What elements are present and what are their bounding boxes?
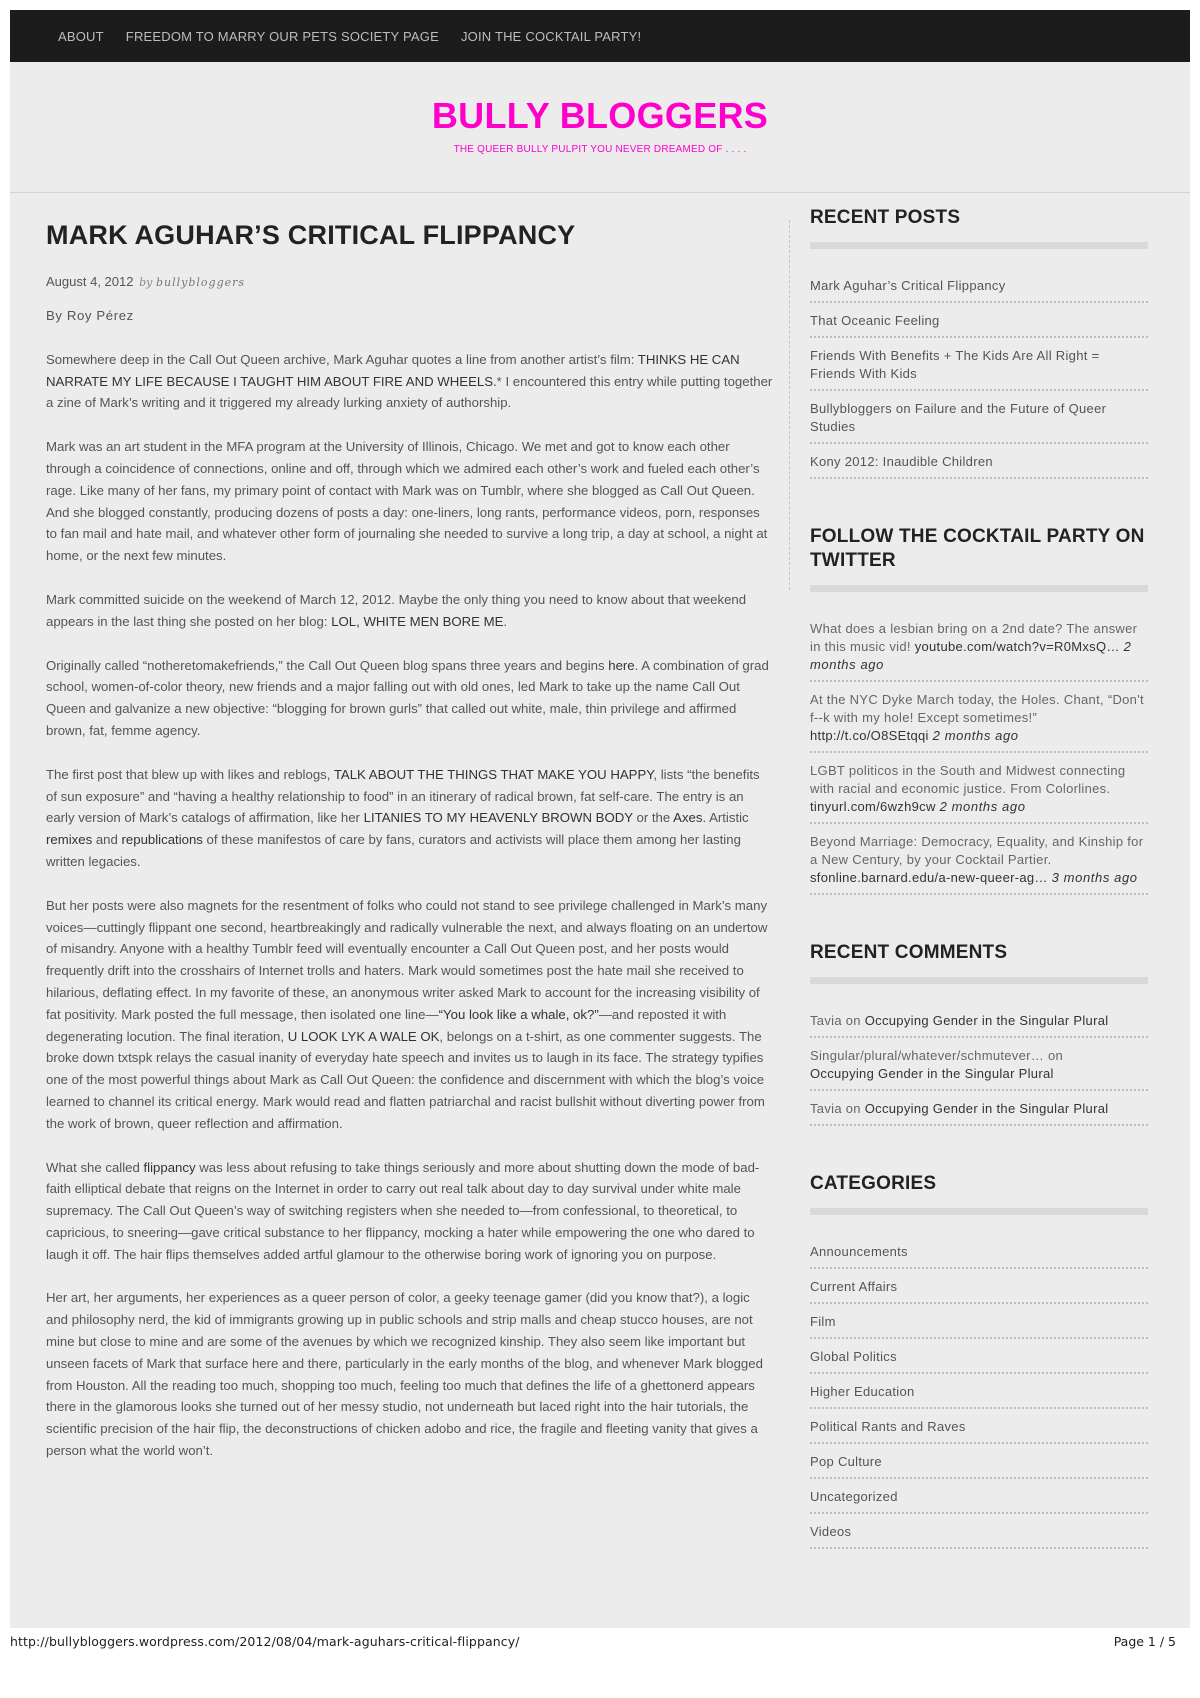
category-link[interactable]: Political Rants and Raves: [810, 1419, 966, 1434]
widget-recent-posts: [810, 206, 1148, 479]
post-by-label: by: [139, 276, 153, 289]
comment-author[interactable]: Tavia: [810, 1013, 842, 1028]
tweet-text: At the NYC Dyke March today, the Holes. Chant, “Don't f--k with my hole! Except sometimes!”: [810, 692, 1144, 725]
widget-twitter: [810, 525, 1148, 895]
tweet-link[interactable]: tinyurl.com/6wzh9cw: [810, 799, 936, 814]
category-item: [810, 1278, 1148, 1304]
recent-comment-item: Tavia on Occupying Gender in the Singular Plural: [810, 1100, 1148, 1126]
header-divider: [10, 192, 1190, 193]
tweet-text: Beyond Marriage: Democracy, Equality, and Kinship for a New Century, by your Cocktail Partier.: [810, 834, 1144, 867]
tweet-item: [810, 691, 1148, 753]
tweet-text: LGBT politicos in the South and Midwest connecting with racial and economic justice. From Colorlines.: [810, 763, 1126, 796]
widget-rule: [810, 1208, 1148, 1215]
post-content: [46, 305, 774, 1462]
comment-post-link[interactable]: Occupying Gender in the Singular Plural: [864, 1013, 1109, 1028]
category-link[interactable]: Pop Culture: [810, 1454, 882, 1469]
link-axes[interactable]: Axes: [673, 810, 703, 826]
category-link[interactable]: Current Affairs: [810, 1279, 898, 1294]
link-u-look-lyk-a-wale[interactable]: U LOOK LYK A WALE OK: [287, 1028, 440, 1044]
recent-post-item: [810, 277, 1148, 303]
tweet-item: [810, 833, 1148, 895]
tweet-link[interactable]: youtube.com/watch?v=R0MxsQ…: [914, 639, 1120, 654]
sidebar: [810, 206, 1148, 1595]
comment-author[interactable]: Singular/plural/whatever/schmutever… on: [810, 1048, 1064, 1063]
paragraph-2: Mark was an art student in the MFA program at the University of Illinois, Chicago. We met and got to know each other through a coincidence of connections, online and off, through which we admired each other’s work and fueled each other’s rage. Like many of her fans, my primary point of contact with Mark was on Tumblr, where she blogged as Call Out Queen. And she blogged constantly, producing dozens of posts a day: one-liners, long rants, performance videos, porn, responses to fan mail and hate mail, and whatever other form of journaling she needed to survive a long trip, a day at school, a night at home, or the next few minutes.: [46, 439, 768, 564]
widget-rule: [810, 977, 1148, 984]
category-link[interactable]: Global Politics: [810, 1349, 897, 1364]
recent-post-item: [810, 312, 1148, 338]
widget-rule: [810, 585, 1148, 592]
widget-categories: [810, 1172, 1148, 1549]
tweet-timestamp[interactable]: 2 months ago: [810, 639, 1132, 672]
comment-author[interactable]: Tavia: [810, 1101, 842, 1116]
widget-rule: [810, 242, 1148, 249]
nav-item-freedom-to-marry[interactable]: FREEDOM TO MARRY OUR PETS SOCIETY PAGE: [125, 28, 439, 44]
post-date[interactable]: August 4, 2012: [46, 274, 134, 289]
recent-post-link[interactable]: Friends With Benefits + The Kids Are All Right = Friends With Kids: [810, 348, 1100, 381]
widget-title-recent-comments: RECENT COMMENTS: [810, 942, 1008, 963]
top-navigation: [10, 10, 1190, 62]
post-byline: By Roy Pérez: [46, 308, 134, 323]
link-talk-about-things[interactable]: TALK ABOUT THE THINGS THAT MAKE YOU HAPPY: [333, 766, 654, 782]
recent-post-link[interactable]: That Oceanic Feeling: [810, 313, 940, 328]
paragraph-5: The first post that blew up with likes and reblogs, TALK ABOUT THE THINGS THAT MAKE YOU HAPPY, lists “the benefits of sun exposure” and “having a healthy relationship to food” in an itinerary of radical brown, fat self-care. The entry is an early version of Mark’s catalogs of affirmation, like her LITANIES TO MY HEAVENLY BROWN BODY or the Axes. Artistic remixes and republications of these manifestos of care by fans, curators and activists will place them among her lasting written legacies.: [46, 766, 760, 869]
widget-recent-comments: [810, 941, 1148, 1126]
site-description: THE QUEER BULLY PULPIT YOU NEVER DREAMED OF . . . .: [453, 144, 747, 155]
comment-post-link[interactable]: Occupying Gender in the Singular Plural: [864, 1101, 1109, 1116]
paragraph-4: Originally called “notheretomakefriends,” the Call Out Queen blog spans three years and begins here. A combination of grad school, women-of-color theory, new friends and a major falling out with old ones, led Mark to take up the name Call Out Queen and galvanize a new objective: “blogging for brown gurls” that called out white, male, thin privilege and affirmed brown, fat, femme agency.: [46, 657, 769, 738]
category-item: [810, 1243, 1148, 1269]
post-article: [46, 218, 774, 1484]
recent-post-item: [810, 347, 1148, 391]
paragraph-3: Mark committed suicide on the weekend of March 12, 2012. Maybe the only thing you need to know about that weekend appears in the last thing she posted on her blog: LOL, WHITE MEN BORE ME.: [46, 591, 747, 629]
link-republications[interactable]: republications: [121, 832, 203, 848]
recent-post-link[interactable]: Mark Aguhar’s Critical Flippancy: [810, 278, 1006, 293]
recent-post-item: [810, 400, 1148, 444]
category-item: [810, 1383, 1148, 1409]
link-thinks-he-can-narrate[interactable]: THINKS HE CAN NARRATE MY LIFE BECAUSE I TAUGHT HIM ABOUT FIRE AND WHEELS.: [46, 351, 740, 389]
paragraph-1: Somewhere deep in the Call Out Queen archive, Mark Aguhar quotes a line from another artist’s film: THINKS HE CAN NARRATE MY LIFE BECAUSE I TAUGHT HIM ABOUT FIRE AND WHEELS.* I encountered this entry while putting together a zine of Mark’s writing and it triggered my already lurking anxiety of authorship.: [46, 351, 773, 411]
category-link[interactable]: Videos: [810, 1524, 852, 1539]
recent-comment-item: Tavia on Occupying Gender in the Singular Plural: [810, 1012, 1148, 1038]
category-item: [810, 1523, 1148, 1549]
link-litanies[interactable]: LITANIES TO MY HEAVENLY BROWN BODY: [363, 810, 633, 826]
category-item: [810, 1453, 1148, 1479]
category-link[interactable]: Uncategorized: [810, 1489, 898, 1504]
post-author[interactable]: bullybloggers: [155, 276, 246, 289]
recent-post-link[interactable]: Kony 2012: Inaudible Children: [810, 454, 993, 469]
category-item: [810, 1418, 1148, 1444]
tweet-timestamp[interactable]: 2 months ago: [932, 728, 1019, 743]
link-flippancy[interactable]: flippancy: [143, 1159, 196, 1175]
footer-page-number: Page 1 / 5: [1113, 1634, 1176, 1649]
tweet-timestamp[interactable]: 3 months ago: [1051, 870, 1138, 885]
link-you-look-like-a-whale[interactable]: “You look like a whale, ok?”: [438, 1006, 599, 1022]
recent-post-link[interactable]: Bullybloggers on Failure and the Future of Queer Studies: [810, 401, 1107, 434]
category-item: [810, 1313, 1148, 1339]
category-item: [810, 1488, 1148, 1514]
link-white-men-bore-me[interactable]: LOL, WHITE MEN BORE ME: [331, 613, 504, 629]
recent-post-item: [810, 453, 1148, 479]
nav-item-about[interactable]: ABOUT: [58, 28, 104, 44]
widget-title-twitter: FOLLOW THE COCKTAIL PARTY ON TWITTER: [810, 526, 1145, 571]
link-remixes[interactable]: remixes: [46, 832, 93, 848]
category-link[interactable]: Higher Education: [810, 1384, 915, 1399]
widget-title-categories: CATEGORIES: [810, 1173, 937, 1194]
content-sidebar-divider: [789, 220, 790, 590]
tweet-item: [810, 620, 1148, 682]
paragraph-8: Her art, her arguments, her experiences as a queer person of color, a geeky teenage gamer (did you know that?), a logic and philosophy nerd, the kid of immigrants growing up in public schools and strip malls and cheap stucco houses, are not mine but close to mine and are some of the avenues by which we recognized kinship. They also seem like important but unseen facets of Mark that surface here and there, particularly in the early months of the blog, and whenever Mark blogged from Houston. All the reading too much, shopping too much, feeling too much that defines the life of a ghettonerd appears there in the glamorous looks she turned out of her messy studio, not underneath but laced right into the hair tutorials, the scientific precision of the hair flip, the deconstructions of chicken adobo and rice, the fragile and fleeting vanity that gives a person what the world won’t.: [46, 1290, 763, 1459]
recent-comment-item: [810, 1047, 1148, 1091]
category-link[interactable]: Film: [810, 1314, 836, 1329]
category-item: [810, 1348, 1148, 1374]
paragraph-6: But her posts were also magnets for the resentment of folks who could not stand to see privilege challenged in Mark’s many voices—cuttingly flippant one second, heartbreakingly and radically vulnerable the next, and always floating on an undertow of misandry. Anyone with a healthy Tumblr feed will eventually encounter a Call Out Queen post, and her posts would frequently drift into the crosshairs of Internet trolls and haters. Mark would sometimes post the hate mail she received to hilarious, deflating effect. In my favorite of these, an anonymous writer asked Mark to account for the increasing visibility of fat positivity. Mark posted the full message, then isolated one line—“You look like a whale, ok?”—and reposted it with degenerating locution. The final iteration, U LOOK LYK A WALE OK, belongs on a t-shirt, as one commenter suggests. The broke down txtspk relays the casual inanity of everyday hate speech and invites us to laugh in its face. The strategy typifies one of the most powerful things about Mark as Call Out Queen: the confidence and discernment with which the blog’s voice learned to channel its critical energy. Mark would read and flatten patriarchal and racist bullshit without diverting power from the work of brown, queer reflection and affirmation.: [46, 897, 768, 1131]
comment-post-link[interactable]: Occupying Gender in the Singular Plural: [810, 1066, 1054, 1081]
post-title: MARK AGUHAR’S CRITICAL FLIPPANCY: [46, 220, 576, 250]
site-title[interactable]: BULLY BLOGGERS: [431, 95, 769, 136]
page: [10, 10, 1190, 1628]
post-meta: [46, 274, 774, 289]
tweet-item: [810, 762, 1148, 824]
footer-url: http://bullybloggers.wordpress.com/2012/08/04/mark-aguhars-critical-flippancy/: [10, 1634, 520, 1649]
tweet-link[interactable]: http://t.co/O8SEtqqi: [810, 728, 929, 743]
site-header: [10, 62, 1190, 190]
link-here[interactable]: here: [608, 657, 635, 673]
paragraph-7: What she called flippancy was less about refusing to take things seriously and more about shutting down the mode of bad-faith elliptical debate that reigns on the Internet in order to carry out real talk about day to day survival under white male supremacy. The Call Out Queen’s way of switching registers when she needed to—from confessional, to theoretical, to capricious, to sneering—gave critical substance to her flippancy, mocking a hater while empowering the one who dared to laugh it off. The hair flips themselves added artful glamour to the otherwise boring work of ignoring you on purpose.: [46, 1159, 760, 1262]
tweet-timestamp[interactable]: 2 months ago: [939, 799, 1026, 814]
category-link[interactable]: Announcements: [810, 1244, 908, 1259]
widget-title-recent-posts: RECENT POSTS: [810, 207, 961, 228]
nav-item-join-cocktail-party[interactable]: JOIN THE COCKTAIL PARTY!: [460, 28, 642, 44]
tweet-link[interactable]: sfonline.barnard.edu/a-new-queer-ag…: [810, 870, 1048, 885]
tweet-text: What does a lesbian bring on a 2nd date? The answer in this music vid!: [810, 621, 1138, 654]
